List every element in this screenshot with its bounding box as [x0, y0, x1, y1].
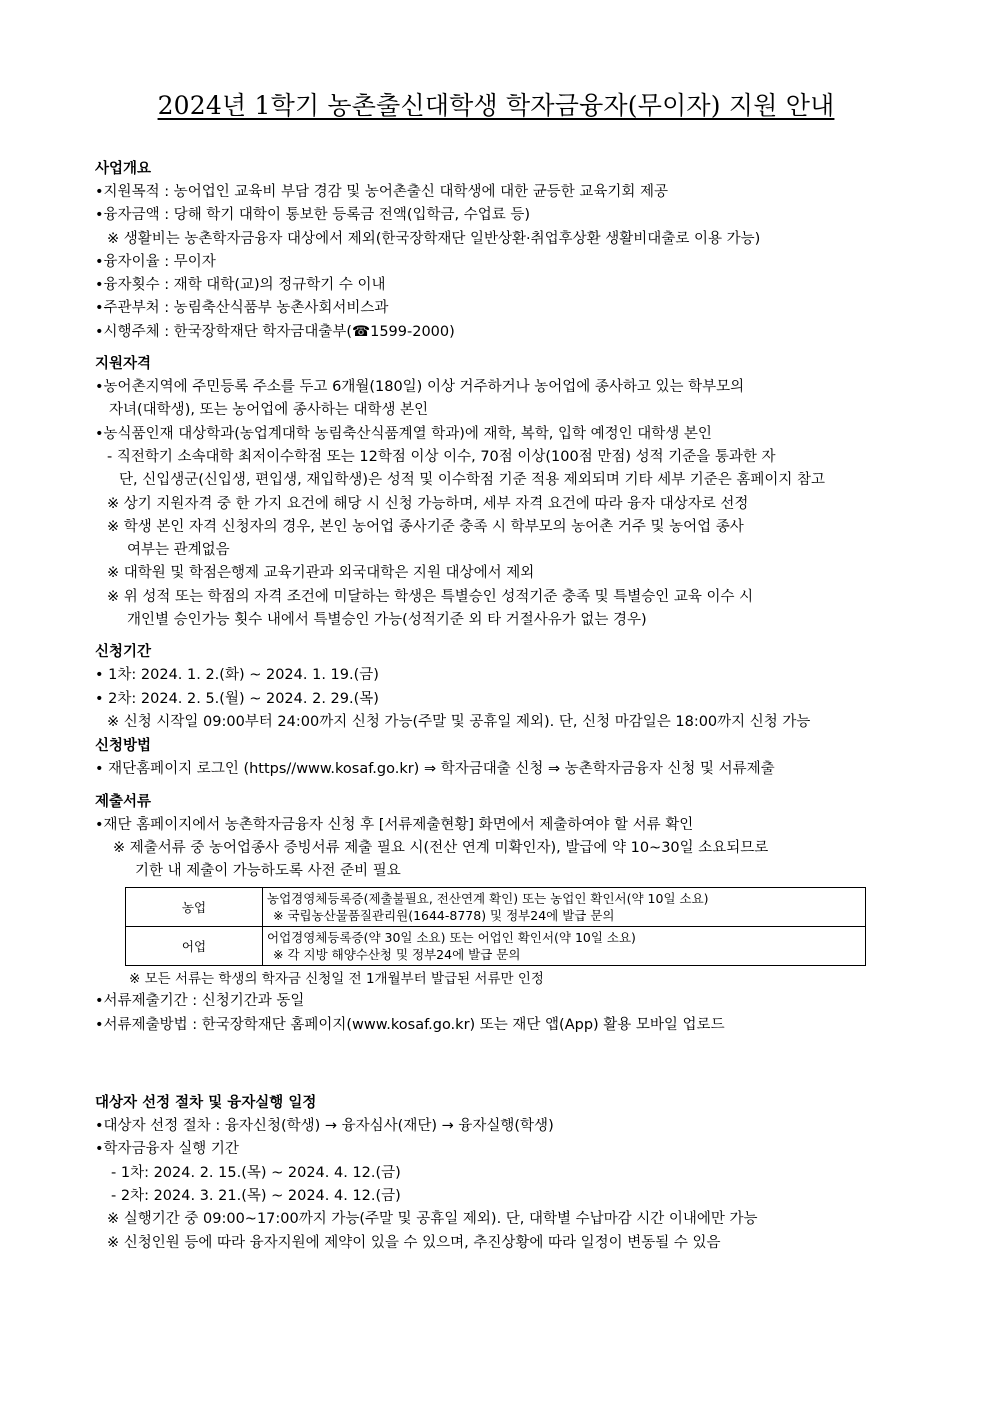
- documents-note: 기한 내 제출이 가능하도록 사전 준비 필요: [135, 863, 401, 880]
- selection-line: •대상자 선정 절차 : 융자신청(학생) → 융자심사(재단) → 융자실행(학생): [95, 1118, 554, 1135]
- table-detail-note: ※ 각 지방 해양수산청 및 정부24에 발급 문의: [273, 947, 521, 963]
- section-eligibility: [95, 352, 905, 632]
- section-heading-overview: 사업개요: [95, 161, 152, 177]
- table-detail-cell: [263, 888, 866, 927]
- table-detail-line: 농업경영체등록증(제출불필요, 전산연계 확인) 또는 농업인 확인서(약 10일 소요): [267, 891, 709, 907]
- eligibility-note: ※ 학생 본인 자격 신청자의 경우, 본인 농어업 종사기준 충족 시 학부모의 농어촌 거주 및 농어업 종사: [107, 518, 744, 535]
- period-line: • 2차: 2024. 2. 5.(월) ~ 2024. 2. 29.(목): [95, 690, 379, 707]
- document-title: 2024년 1학기 농촌출신대학생 학자금융자(무이자) 지원 안내: [157, 91, 835, 120]
- table-detail-cell: [263, 927, 866, 966]
- section-heading-period: 신청기간: [95, 644, 152, 661]
- section-heading-method: 신청방법: [95, 738, 152, 755]
- eligibility-note: 여부는 관계없음: [127, 542, 230, 559]
- selection-line: - 2차: 2024. 3. 21.(목) ~ 2024. 4. 12.(금): [111, 1187, 401, 1204]
- section-heading-eligibility: 지원자격: [95, 356, 152, 373]
- documents-table: [125, 887, 866, 966]
- eligibility-line: •농어촌지역에 주민등록 주소를 두고 6개월(180일) 이상 거주하거나 농어업에 종사하고 있는 학부모의: [95, 379, 745, 396]
- eligibility-note: ※ 상기 지원자격 중 한 가지 요건에 해당 시 신청 가능하며, 세부 자격 요건에 따라 융자 대상자로 선정: [107, 495, 749, 512]
- section-heading-selection: 대상자 선정 절차 및 융자실행 일정: [95, 1095, 317, 1112]
- eligibility-line: 단, 신입생군(신입생, 편입생, 재입학생)은 성적 및 이수학점 기준 적용 제외되며 기타 세부 기준은 홈페이지 참고: [119, 472, 825, 489]
- eligibility-note: ※ 위 성적 또는 학점의 자격 조건에 미달하는 학생은 특별승인 성적기준 충족 및 특별승인 교육 이수 시: [107, 588, 754, 605]
- section-heading-documents: 제출서류: [95, 793, 152, 810]
- table-category-cell: 농업: [126, 888, 263, 927]
- documents-line: •재단 홈페이지에서 농촌학자금융자 신청 후 [서류제출현황] 화면에서 제출하여야 할 서류 확인: [95, 816, 694, 833]
- overview-line: •주관부처 : 농림축산식품부 농촌사회서비스과: [95, 300, 389, 317]
- selection-line: •학자금융자 실행 기간: [95, 1141, 239, 1158]
- table-row: [126, 927, 866, 966]
- overview-line: •융자이율 : 무이자: [95, 253, 216, 270]
- documents-note: ※ 제출서류 중 농어업종사 증빙서류 제출 필요 시(전산 연계 미확인자), 발급에 약 10~30일 소요되므로: [113, 839, 769, 856]
- eligibility-line: - 직전학기 소속대학 최저이수학점 또는 12학점 이상 이수, 70점 이상(100점 만점) 성적 기준을 통과한 자: [107, 448, 776, 465]
- period-note: ※ 신청 시작일 09:00부터 24:00까지 신청 가능(주말 및 공휴일 제외). 단, 신청 마감일은 18:00까지 신청 가능: [107, 713, 811, 730]
- documents-table-note: ※ 모든 서류는 학생의 학자금 신청일 전 1개월부터 발급된 서류만 인정: [129, 971, 544, 988]
- overview-line: •시행주체 : 한국장학재단 학자금대출부(☎1599-2000): [95, 323, 455, 340]
- overview-line: •융자횟수 : 재학 대학(교)의 정규학기 수 이내: [95, 277, 386, 294]
- section-selection: [95, 1091, 905, 1255]
- section-period: [95, 640, 905, 734]
- document-body: [95, 157, 905, 1255]
- eligibility-line: 자녀(대학생), 또는 농어업에 종사하는 대학생 본인: [109, 402, 429, 419]
- selection-line: - 1차: 2024. 2. 15.(목) ~ 2024. 4. 12.(금): [111, 1164, 401, 1181]
- section-documents: [95, 790, 905, 1037]
- documents-line: •서류제출기간 : 신청기간과 동일: [95, 993, 305, 1010]
- overview-line: •융자금액 : 당해 학기 대학이 통보한 등록금 전액(입학금, 수업료 등): [95, 207, 531, 224]
- table-row: [126, 888, 866, 927]
- eligibility-line: •농식품인재 대상학과(농업계대학 농림축산식품계열 학과)에 재학, 복학, 입학 예정인 대학생 본인: [95, 425, 712, 442]
- eligibility-note: 개인별 승인가능 횟수 내에서 특별승인 가능(성적기준 외 타 거절사유가 없는 경우): [127, 612, 647, 629]
- period-line: • 1차: 2024. 1. 2.(화) ~ 2024. 1. 19.(금): [95, 667, 379, 684]
- overview-line: •지원목적 : 농어업인 교육비 부담 경감 및 농어촌출신 대학생에 대한 균등한 교육기회 제공: [95, 184, 668, 200]
- section-method: [95, 734, 905, 781]
- overview-note: ※ 생활비는 농촌학자금융자 대상에서 제외(한국장학재단 일반상환·취업후상환 생활비대출로 이용 가능): [107, 230, 761, 247]
- section-overview: [95, 157, 905, 344]
- selection-note: ※ 신청인원 등에 따라 융자지원에 제약이 있을 수 있으며, 추진상황에 따라 일정이 변동될 수 있음: [107, 1234, 721, 1251]
- table-detail-line: 어업경영체등록증(약 30일 소요) 또는 어업인 확인서(약 10일 소요): [267, 930, 636, 946]
- table-detail-note: ※ 국립농산물품질관리원(1644-8778) 및 정부24에 발급 문의: [273, 908, 615, 924]
- method-line: • 재단홈페이지 로그인 (https//www.kosaf.go.kr) ⇒ 학자금대출 신청 ⇒ 농촌학자금융자 신청 및 서류제출: [95, 761, 775, 778]
- documents-line: •서류제출방법 : 한국장학재단 홈페이지(www.kosaf.go.kr) 또는 재단 앱(App) 활용 모바일 업로드: [95, 1016, 725, 1033]
- eligibility-note: ※ 대학원 및 학점은행제 교육기관과 외국대학은 지원 대상에서 제외: [107, 565, 535, 582]
- selection-note: ※ 실행기간 중 09:00~17:00까지 가능(주말 및 공휴일 제외). 단, 대학별 수납마감 시간 이내에만 가능: [107, 1211, 758, 1228]
- table-category-cell: 어업: [126, 927, 263, 966]
